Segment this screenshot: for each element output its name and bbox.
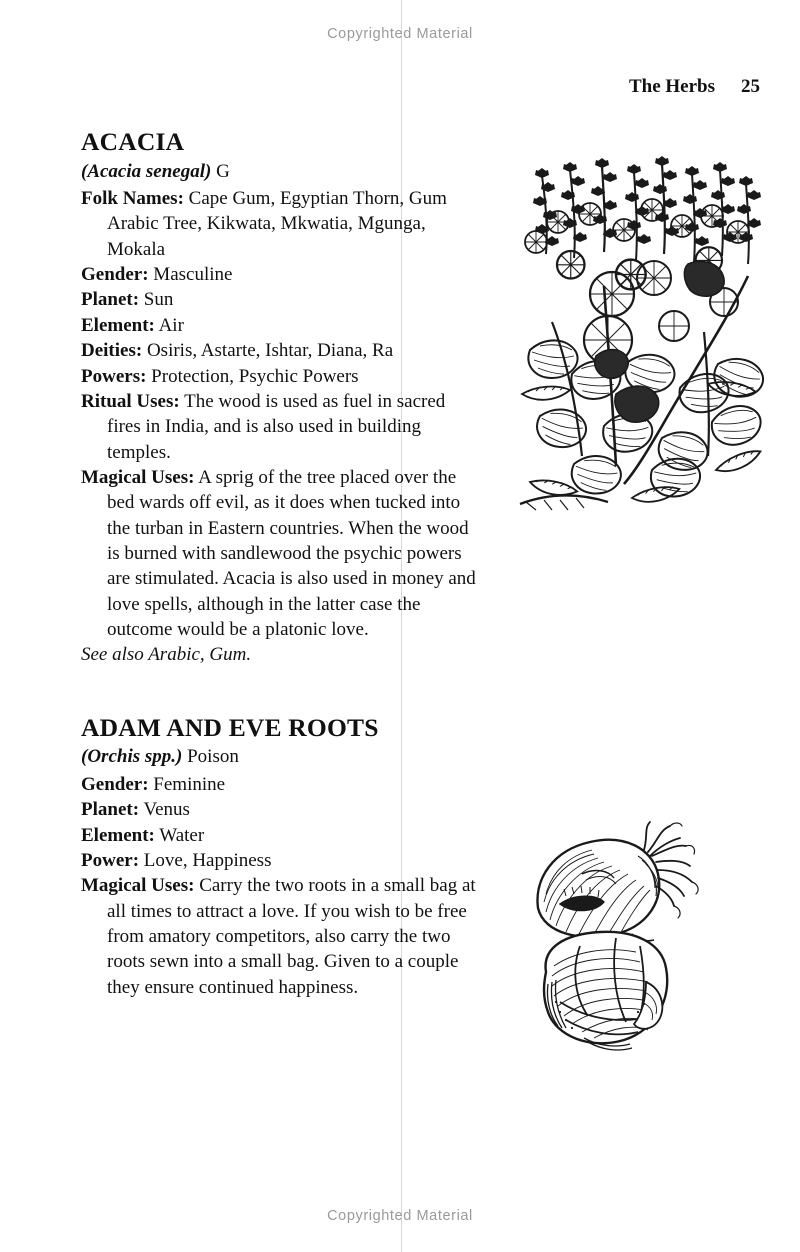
see-also-note: See also Arabic, Gum. — [81, 644, 252, 666]
field-label: Magical Uses: — [81, 875, 195, 897]
herb-entry-adam-and-eve-roots — [81, 714, 481, 1000]
entry-field — [81, 313, 481, 338]
entry-field — [81, 873, 481, 1000]
entry-field — [81, 338, 481, 363]
entry-field — [81, 389, 481, 465]
binomial-qualifier: G — [216, 160, 230, 182]
copyright-watermark-top: Copyrighted Material — [327, 26, 473, 42]
entry-field — [81, 364, 481, 389]
entry-field — [81, 186, 481, 262]
herb-entry-acacia — [81, 128, 481, 668]
field-value: Venus — [143, 799, 190, 821]
field-label: Gender: — [81, 773, 149, 795]
entry-field — [81, 465, 481, 643]
entry-title: ADAM AND EVE ROOTS — [81, 712, 379, 742]
field-label: Gender: — [81, 264, 149, 286]
binomial-latin: (Orchis spp.) — [81, 746, 183, 768]
text-column — [81, 128, 481, 1000]
field-label: Magical Uses: — [81, 466, 195, 488]
binomial-qualifier: Poison — [187, 746, 239, 768]
field-value: Love, Happiness — [143, 849, 272, 871]
field-value: Water — [159, 824, 205, 846]
field-label: Power: — [81, 849, 140, 871]
entry-binomial — [81, 744, 481, 769]
entry-field — [81, 823, 481, 848]
field-label: Powers: — [81, 365, 147, 387]
field-label: Ritual Uses: — [81, 390, 180, 412]
field-value: Carry the two roots in a small bag at all times to attract a love. If you wish to be free from amatory competitors, also carry the two roots sewn into a small bag. Given to a couple they ensure continued happiness. — [107, 875, 476, 998]
field-value: Cape Gum, Egyptian Thorn, Gum Arabic Tree, Kikwata, Mkwatia, Mgunga, Mokala — [107, 188, 447, 260]
running-head-title: The Herbs — [628, 76, 715, 97]
page-number: 25 — [741, 76, 760, 97]
running-head — [629, 76, 760, 98]
acacia-branch-engraving — [512, 126, 780, 516]
entry-field — [81, 262, 481, 287]
entry-field — [81, 848, 481, 873]
entry-field — [81, 772, 481, 797]
field-label: Planet: — [81, 289, 140, 311]
copyright-watermark-bottom: Copyrighted Material — [327, 1208, 473, 1224]
field-value: Air — [158, 314, 184, 336]
adam-and-eve-roots-engraving — [520, 816, 730, 1076]
entry-field — [81, 797, 481, 822]
field-label: Deities: — [81, 340, 143, 362]
entry-title: ACACIA — [81, 127, 185, 156]
field-label: Element: — [81, 824, 155, 846]
field-label: Folk Names: — [81, 188, 184, 209]
field-value: Masculine — [153, 264, 233, 286]
entry-field — [81, 287, 481, 312]
entry-binomial — [81, 159, 481, 184]
field-value: Osiris, Astarte, Ishtar, Diana, Ra — [146, 340, 394, 362]
field-label: Planet: — [81, 799, 140, 821]
field-value: Protection, Psychic Powers — [151, 365, 359, 387]
field-value: Sun — [143, 289, 174, 311]
field-value: The wood is used as fuel in sacred fires in India, and is also used in building temples. — [107, 390, 446, 463]
binomial-latin: (Acacia senegal) — [81, 160, 212, 182]
field-value: A sprig of the tree placed over the bed wards off evil, as it does when tucked into the turban in Eastern countries. When the wood is burned with sandlewood the psychic powers are stimulated. Acacia is also used in money and love spells, although in the latter case the outcome would be a platonic love. — [107, 466, 476, 641]
field-label: Element: — [81, 314, 155, 336]
field-value: Feminine — [153, 773, 226, 795]
